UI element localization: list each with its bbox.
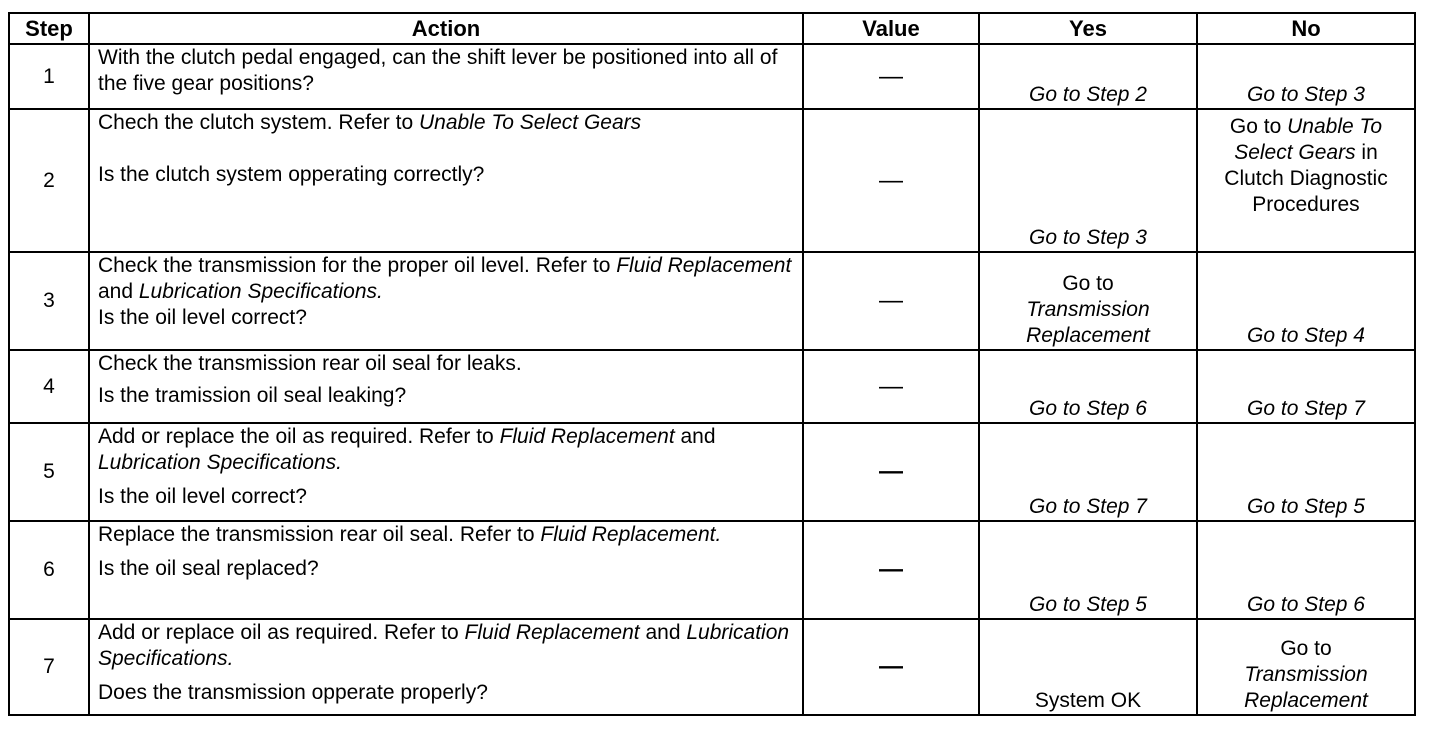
header-value: Value [803, 13, 979, 44]
no-text-pre: Go to [1280, 637, 1332, 660]
value-cell [803, 109, 979, 252]
table-row [9, 252, 1415, 350]
action-cell [89, 350, 803, 423]
no-text: Go to Step 7 [1247, 397, 1365, 420]
table-row [9, 44, 1415, 109]
yes-cell [979, 423, 1197, 521]
action-question: Is the oil seal replaced? [98, 557, 319, 580]
action-text: Add or replace oil as required. Refer to Fluid Replacement and Lubrication Specifications. [98, 621, 790, 670]
no-text: Go to Step 4 [1247, 324, 1365, 347]
action-question: Is the oil level correct? [98, 306, 307, 329]
no-cell [1197, 44, 1415, 109]
value-dash: — [879, 62, 903, 90]
no-text: Go to Step 5 [1247, 495, 1365, 518]
no-cell [1197, 521, 1415, 619]
yes-text: Go to Step 5 [1029, 593, 1147, 616]
yes-text: Go to Step 3 [1029, 226, 1147, 249]
yes-cell [979, 252, 1197, 350]
step-number: 1 [9, 44, 89, 109]
no-cell [1197, 252, 1415, 350]
value-cell [803, 423, 979, 521]
value-dash: — [879, 287, 903, 314]
action-text: With the clutch pedal engaged, can the shift lever be positioned into all of the five gear positions? [98, 46, 778, 95]
value-cell [803, 350, 979, 423]
table-row [9, 619, 1415, 715]
value-cell [803, 44, 979, 109]
value-dash: — [879, 556, 903, 583]
yes-text-link: Transmission Replacement [1026, 298, 1150, 347]
table-row [9, 423, 1415, 521]
no-text: Go to Unable To Select Gears in Clutch Diagnostic Procedures [1224, 115, 1388, 216]
no-text: Go to Step 6 [1247, 593, 1365, 616]
action-text: Check the transmission for the proper oil level. Refer to Fluid Replacement and Lubrication Specifications. [98, 254, 792, 303]
action-question: Is the oil level correct? [98, 485, 307, 508]
diagnostic-table [8, 12, 1416, 716]
header-action: Action [89, 13, 803, 44]
yes-text: System OK [1034, 689, 1142, 712]
step-number: 4 [9, 350, 89, 423]
yes-text-pre: Go to [1062, 272, 1114, 295]
action-cell [89, 109, 803, 252]
yes-cell [979, 619, 1197, 715]
yes-text: Go to Step 7 [1029, 495, 1147, 518]
action-cell [89, 521, 803, 619]
no-text-link: Transmission Replacement [1244, 663, 1368, 712]
table-row [9, 109, 1415, 252]
no-text: Go to Step 3 [1247, 83, 1365, 106]
step-number: 3 [9, 252, 89, 350]
action-question: Does the transmission opperate properly? [98, 681, 488, 704]
value-dash: — [879, 372, 903, 400]
action-question: Is the tramission oil seal leaking? [98, 384, 407, 407]
value-dash: — [879, 166, 903, 194]
action-text: Check the transmission rear oil seal for leaks. [98, 352, 522, 375]
no-cell [1197, 423, 1415, 521]
value-cell [803, 252, 979, 350]
action-question: Is the clutch system opperating correctly? [98, 163, 485, 186]
header-yes: Yes [979, 13, 1197, 44]
header-row [9, 13, 1415, 44]
value-cell [803, 521, 979, 619]
yes-text: Go to Step 2 [1029, 83, 1147, 106]
no-cell [1197, 619, 1415, 715]
action-text: Chech the clutch system. Refer to Unable To Select Gears [98, 111, 642, 134]
header-step: Step [9, 13, 89, 44]
yes-text: Go to Step 6 [1029, 397, 1147, 420]
step-number: 7 [9, 619, 89, 715]
step-number: 6 [9, 521, 89, 619]
value-cell [803, 619, 979, 715]
action-cell [89, 619, 803, 715]
header-no: No [1197, 13, 1415, 44]
action-cell [89, 44, 803, 109]
step-number: 2 [9, 109, 89, 252]
action-text: Add or replace the oil as required. Refer to Fluid Replacement and Lubrication Specifications. [98, 425, 716, 474]
table-row [9, 521, 1415, 619]
no-cell [1197, 109, 1415, 252]
yes-cell [979, 350, 1197, 423]
table-row [9, 350, 1415, 423]
value-dash: — [879, 653, 903, 680]
value-dash: — [879, 458, 903, 485]
step-number: 5 [9, 423, 89, 521]
yes-cell [979, 521, 1197, 619]
no-cell [1197, 350, 1415, 423]
action-text: Replace the transmission rear oil seal. Refer to Fluid Replacement. [98, 523, 722, 546]
yes-cell [979, 109, 1197, 252]
action-cell [89, 423, 803, 521]
action-cell [89, 252, 803, 350]
yes-cell [979, 44, 1197, 109]
